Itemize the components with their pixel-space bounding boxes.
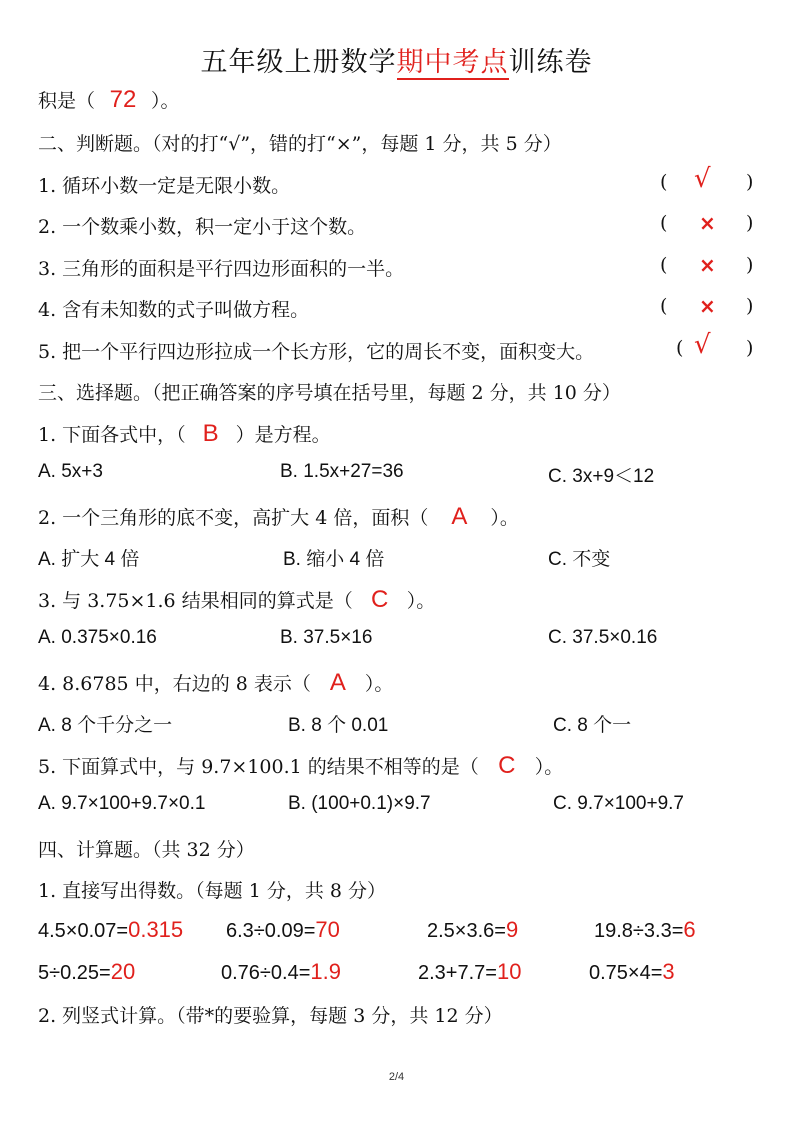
calc-item-2 <box>226 917 340 943</box>
choice-q5-option-a: A. 9.7×100+9.7×0.1 <box>38 793 206 814</box>
judge-paren-open-3: ( <box>660 254 668 276</box>
calc-expr: 4.5×0.07= <box>38 920 129 942</box>
choice-q4-post: ）。 <box>364 673 394 695</box>
carryover-answer: 72 <box>109 86 137 113</box>
judge-paren-close-1: ) <box>746 171 754 193</box>
section4-heading: 四、计算题。（共 32 分） <box>38 839 255 861</box>
title-highlight: 期中考点 <box>396 47 509 78</box>
section3-heading: 三、选择题。（把正确答案的序号填在括号里，每题 2 分，共 10 分） <box>38 382 621 404</box>
choice-question-1 <box>38 420 331 448</box>
choice-q2-option-a: A. 扩大 4 倍 <box>38 549 140 570</box>
choice-q3-option-b: B. 37.5×16 <box>280 627 373 648</box>
judge-item-4: 4. 含有未知数的式子叫做方程。 <box>38 299 310 321</box>
carryover-suffix: ）。 <box>151 90 180 112</box>
calc-item-3 <box>427 917 518 943</box>
choice-q3-option-a: A. 0.375×0.16 <box>38 627 157 648</box>
judge-answer-4: × <box>699 294 716 318</box>
judge-item-1: 1. 循环小数一定是无限小数。 <box>38 175 291 197</box>
choice-q2-answer: A <box>451 503 468 530</box>
choice-q1-post: ）是方程。 <box>235 424 331 446</box>
choice-q4-answer: A <box>329 669 346 696</box>
choice-q1-answer: B <box>202 420 219 447</box>
calc-expr: 0.75×4= <box>589 962 663 984</box>
choice-q5-answer: C <box>498 752 516 779</box>
judge-paren-open-2: ( <box>660 212 668 234</box>
judge-answer-2: × <box>699 211 716 235</box>
calc-expr: 2.3+7.7= <box>418 962 497 984</box>
choice-q1-option-c: C. 3x+9＜12 <box>548 466 655 487</box>
calc-item-7 <box>418 959 521 985</box>
carryover-prefix: 积是（ <box>38 90 96 112</box>
title-prefix: 五年级上册数学 <box>200 47 397 78</box>
choice-q3-post: ）。 <box>406 590 436 612</box>
choice-q2-post: ）。 <box>490 507 519 529</box>
choice-q4-option-b: B. 8 个 0.01 <box>288 715 389 736</box>
choice-q2-option-b: B. 缩小 4 倍 <box>283 549 385 570</box>
calc-result: 70 <box>315 917 340 942</box>
judge-paren-close-4: ) <box>746 295 754 317</box>
section4-sub2: 2. 列竖式计算。（带*的要验算，每题 3 分，共 12 分） <box>38 1005 503 1027</box>
calc-item-8 <box>589 959 675 985</box>
calc-item-6 <box>221 959 341 985</box>
calc-result: 1.9 <box>310 959 341 984</box>
choice-question-3 <box>38 586 435 614</box>
page-number: 2/4 <box>388 1071 405 1083</box>
judge-answer-1: √ <box>694 164 711 194</box>
calc-expr: 6.3÷0.09= <box>226 920 316 942</box>
choice-q5-text: 5. 下面算式中，与 9.7×100.1 的结果不相等的是（ <box>38 756 479 778</box>
calc-expr: 5÷0.25= <box>38 962 111 984</box>
choice-q4-option-a: A. 8 个千分之一 <box>38 715 173 736</box>
calc-expr: 19.8÷3.3= <box>594 920 684 942</box>
calc-item-4 <box>594 917 696 943</box>
calc-result: 10 <box>496 959 522 984</box>
choice-q2-text: 2. 一个三角形的底不变，高扩大 4 倍，面积（ <box>38 507 429 529</box>
judge-paren-close-2: ) <box>746 212 754 234</box>
judge-answer-3: × <box>699 253 716 277</box>
calc-expr: 2.5×3.6= <box>427 920 506 942</box>
choice-q3-option-c: C. 37.5×0.16 <box>548 627 658 648</box>
page-title <box>0 40 793 79</box>
choice-question-4 <box>38 669 393 697</box>
choice-q4-text: 4. 8.6785 中，右边的 8 表示（ <box>38 673 311 695</box>
calc-expr: 0.76÷0.4= <box>221 962 311 984</box>
judge-item-2: 2. 一个数乘小数，积一定小于这个数。 <box>38 216 367 238</box>
choice-q5-option-b: B. (100+0.1)×9.7 <box>288 793 431 814</box>
judge-paren-open-1: ( <box>660 171 668 193</box>
title-suffix: 训练卷 <box>508 47 593 78</box>
choice-question-5 <box>38 752 563 780</box>
choice-q3-text: 3. 与 3.75×1.6 结果相同的算式是（ <box>38 590 353 612</box>
choice-q5-option-c: C. 9.7×100+9.7 <box>553 793 684 814</box>
calc-result: 9 <box>505 917 519 942</box>
calc-result: 3 <box>662 959 675 984</box>
section2-heading: 二、判断题。（对的打“√”，错的打“×”，每题 1 分，共 5 分） <box>38 133 562 155</box>
judge-paren-open-5: ( <box>676 337 684 359</box>
carryover-line <box>38 86 180 114</box>
calc-item-5 <box>38 959 135 985</box>
choice-question-2 <box>38 503 519 531</box>
judge-item-5: 5. 把一个平行四边形拉成一个长方形，它的周长不变，面积变大。 <box>38 341 595 363</box>
choice-q1-option-b: B. 1.5x+27=36 <box>280 461 404 482</box>
choice-q4-option-c: C. 8 个一 <box>553 715 632 736</box>
choice-q3-answer: C <box>371 586 389 613</box>
choice-q1-option-a: A. 5x+3 <box>38 461 103 482</box>
choice-q5-post: ）。 <box>534 756 564 778</box>
section4-sub1: 1. 直接写出得数。（每题 1 分，共 8 分） <box>38 880 387 902</box>
judge-paren-close-5: ) <box>746 337 754 359</box>
judge-paren-open-4: ( <box>660 295 668 317</box>
judge-paren-close-3: ) <box>746 254 754 276</box>
calc-result: 6 <box>683 917 696 942</box>
judge-item-3: 3. 三角形的面积是平行四边形面积的一半。 <box>38 258 405 280</box>
calc-result: 20 <box>110 959 136 984</box>
choice-q1-text: 1. 下面各式中，（ <box>38 424 186 446</box>
choice-q2-option-c: C. 不变 <box>548 549 611 570</box>
calc-item-1 <box>38 917 183 943</box>
calc-result: 0.315 <box>128 917 184 942</box>
judge-answer-5: √ <box>694 330 711 360</box>
